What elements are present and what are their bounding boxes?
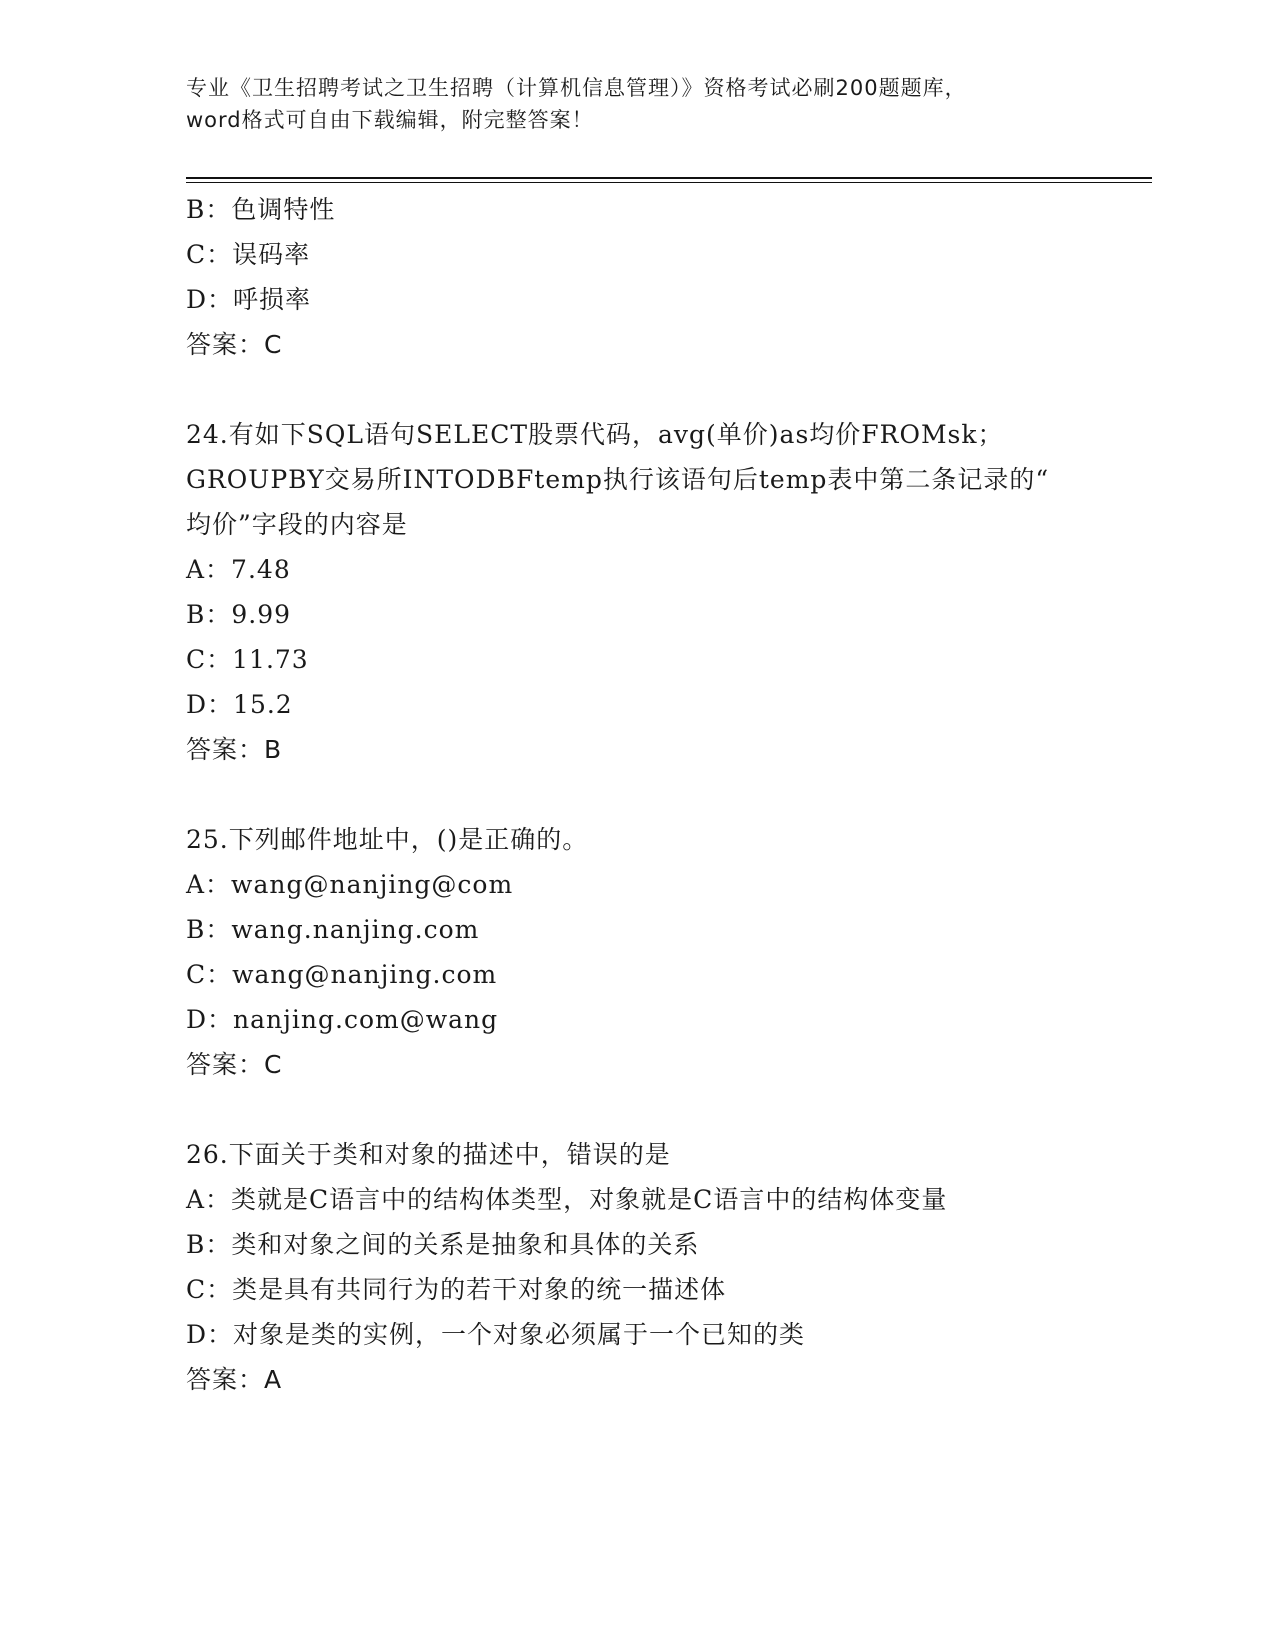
option-b: B：wang.nanjing.com <box>186 915 480 944</box>
option-c: C：类是具有共同行为的若干对象的统一描述体 <box>186 1275 727 1304</box>
header-divider-thin <box>186 182 1152 183</box>
header-title-line-2: word格式可自由下载编辑，附完整答案！ <box>186 108 594 132</box>
answer-line: 答案：B <box>186 735 283 764</box>
answer-line: 答案：C <box>186 330 283 359</box>
option-b: B：色调特性 <box>186 195 336 224</box>
header-title-line-1: 专业《卫生招聘考试之卫生招聘（计算机信息管理）》资格考试必刷200题题库， <box>186 76 967 100</box>
question-23-tail <box>186 187 1086 367</box>
option-b: B：9.99 <box>186 600 292 629</box>
answer-line: 答案：C <box>186 1050 283 1079</box>
option-c: C：误码率 <box>186 240 311 269</box>
option-d: D：nanjing.com@wang <box>186 1005 499 1034</box>
option-a: A：类就是C语言中的结构体类型，对象就是C语言中的结构体变量 <box>186 1185 948 1214</box>
question-content <box>186 187 1086 1402</box>
option-a: A：wang@nanjing@com <box>186 870 514 899</box>
option-d: D：呼损率 <box>186 285 312 314</box>
question-24 <box>186 412 1086 772</box>
question-stem-line: GROUPBY交易所INTODBFtemp执行该语句后temp表中第二条记录的“ <box>186 465 1050 494</box>
option-c: C：11.73 <box>186 645 309 674</box>
question-stem-line: 均价”字段的内容是 <box>186 510 408 539</box>
option-d: D：15.2 <box>186 690 293 719</box>
question-spacer <box>186 1087 1086 1132</box>
option-b: B：类和对象之间的关系是抽象和具体的关系 <box>186 1230 700 1259</box>
option-c: C：wang@nanjing.com <box>186 960 498 989</box>
document-header <box>186 72 1086 136</box>
question-25 <box>186 817 1086 1087</box>
option-a: A：7.48 <box>186 555 291 584</box>
question-stem-line: 25.下列邮件地址中，()是正确的。 <box>186 825 589 854</box>
option-d: D：对象是类的实例，一个对象必须属于一个已知的类 <box>186 1320 806 1349</box>
question-spacer <box>186 772 1086 817</box>
question-stem-line: 24.有如下SQL语句SELECT股票代码，avg(单价)as均价FROMsk； <box>186 420 1004 449</box>
question-26 <box>186 1132 1086 1402</box>
question-spacer <box>186 367 1086 412</box>
answer-line: 答案：A <box>186 1365 283 1394</box>
question-stem-line: 26.下面关于类和对象的描述中，错误的是 <box>186 1140 671 1169</box>
header-divider-thick <box>186 177 1152 179</box>
